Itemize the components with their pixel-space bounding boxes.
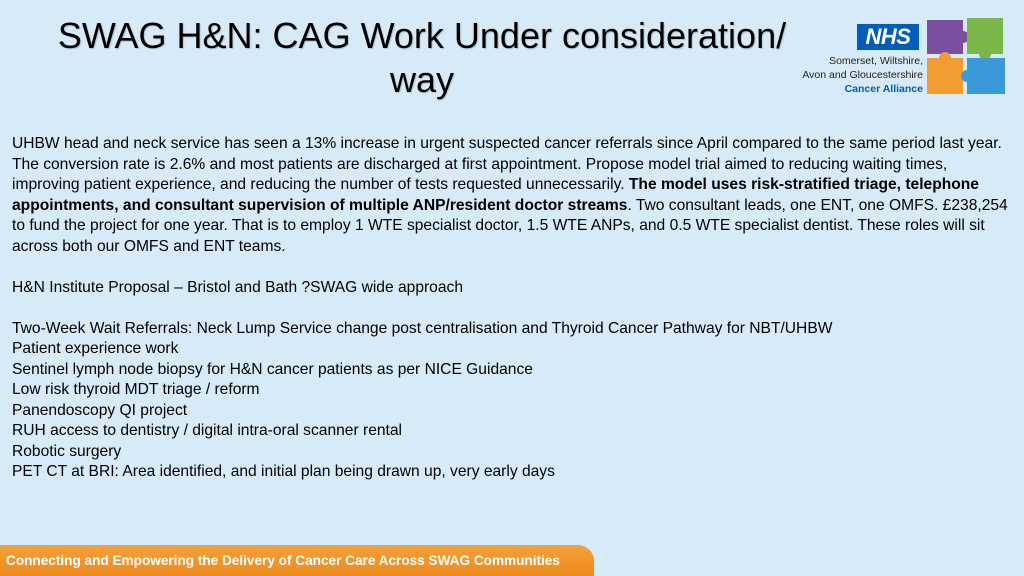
paragraph-bold-model: The model uses risk-stratified triage, telephone appointments, and consultant supervision of multiple ANP/resident doctor streams: [12, 176, 979, 214]
logo-org-name: [753, 54, 923, 96]
slide-body: [12, 134, 1012, 483]
list-item: Two-Week Wait Referrals: Neck Lump Service change post centralisation and Thyroid Cancer Pathway for NBT/UHBW: [12, 319, 833, 337]
jigsaw-puzzle-icon: [923, 14, 1009, 100]
logo-line3: Cancer Alliance: [844, 83, 923, 95]
list-item: PET CT at BRI: Area identified, and initial plan being drawn up, very early days: [12, 463, 555, 480]
nhs-logo: NHS: [857, 24, 919, 50]
list-item: Robotic surgery: [12, 442, 122, 460]
cancer-alliance-logo: [775, 14, 1015, 104]
slide-title-line1: SWAG H&N: CAG Work Under consideration/: [57, 15, 787, 56]
paragraph-text-end: . Two consultant leads, one ENT, one OMFS. £238,254 to fund the project for one year. That is to employ 1 WTE specialist doctor, 1.5 WTE ANPs, and 0.5 WTE specialist dentist. These roles will sit across both our OMFS and ENT teams.: [12, 196, 1008, 255]
paragraph-service-model: [12, 134, 1012, 257]
list-item: Low risk thyroid MDT triage / reform: [12, 381, 260, 398]
slide-title-line2: way: [389, 59, 455, 100]
paragraph-institute-proposal: H&N Institute Proposal – Bristol and Bath ?SWAG wide approach: [12, 278, 464, 296]
list-item: Panendoscopy QI project: [12, 401, 188, 419]
list-item: RUH access to dentistry / digital intra-oral scanner rental: [12, 422, 403, 439]
logo-line1: Somerset, Wiltshire,: [829, 55, 923, 67]
footer-banner: Connecting and Empowering the Delivery of Cancer Care Across SWAG Communities: [0, 545, 594, 576]
slide-title: [10, 14, 834, 102]
logo-line2: Avon and Gloucestershire: [802, 69, 923, 81]
list-item: Patient experience work: [12, 340, 179, 357]
paragraph-text-start: UHBW head and neck service has seen a 13% increase in urgent suspected cancer referrals since April compared to the same period last year. The conversion rate is 2.6% and most patients are discharged at first appointment. Propose model trial aimed to reducing waiting times, improving patient experience, and reducing the number of tests requested unnecessarily.: [12, 135, 1002, 193]
list-item: Sentinel lymph node biopsy for H&N cancer patients as per NICE Guidance: [12, 360, 533, 378]
